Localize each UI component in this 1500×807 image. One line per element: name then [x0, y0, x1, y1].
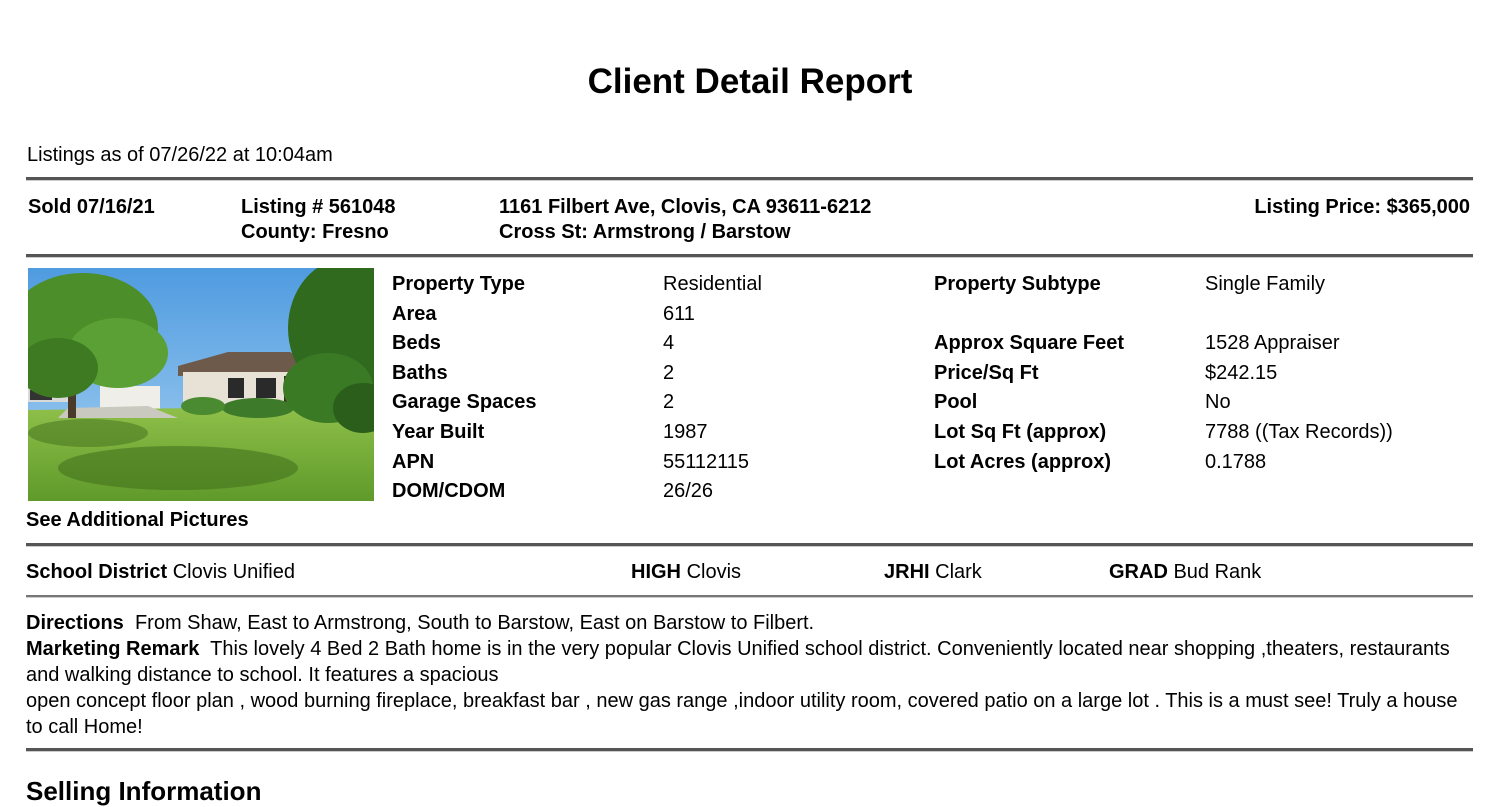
- listings-as-of: Listings as of 07/26/22 at 10:04am: [27, 144, 333, 166]
- property-detail-label: DOM/CDOM: [392, 480, 506, 503]
- grade-school-value: Bud Rank: [1173, 561, 1262, 583]
- property-detail-value: 0.1788: [1205, 450, 1267, 473]
- property-detail-value: 1987: [663, 421, 708, 443]
- property-detail-value: 7788 ((Tax Records)): [1205, 421, 1393, 443]
- divider: [26, 543, 1473, 547]
- property-detail-value: 26/26: [663, 480, 714, 503]
- property-detail-value: No: [1205, 391, 1231, 414]
- divider: [26, 595, 1473, 598]
- house-photo[interactable]: [28, 268, 374, 501]
- directions-text: From Shaw, East to Armstrong, South to Barstow, East on Barstow to Filbert.: [134, 612, 815, 634]
- junior-high-value: Clark: [935, 561, 982, 583]
- divider: [26, 177, 1473, 181]
- high-school-label: HIGH: [631, 561, 681, 583]
- property-detail-label: Garage Spaces: [392, 391, 537, 414]
- property-detail-value: $242.15: [1205, 361, 1278, 384]
- marketing-remark: [26, 636, 1466, 688]
- address: 1161 Filbert Ave, Clovis, CA 93611-6212: [499, 196, 872, 218]
- property-detail-label: APN: [392, 450, 435, 473]
- property-detail-label: Area: [392, 302, 437, 325]
- junior-high-label: JRHI: [884, 561, 930, 583]
- school-district-value: Clovis Unified: [172, 561, 295, 583]
- school-district: [26, 561, 295, 584]
- property-detail-label: Approx Square Feet: [934, 332, 1125, 355]
- property-detail-label: Pool: [934, 391, 978, 414]
- high-school: [631, 561, 741, 584]
- marketing-remark-text-1: This lovely 4 Bed 2 Bath home is in the very popular Clovis Unified school district. Conveniently located near shopping ,theaters, restaurants and walking distance to school. It features a spacious: [26, 638, 1450, 686]
- property-detail-value: 55112115: [663, 450, 750, 473]
- grade-school-label: GRAD: [1109, 561, 1168, 583]
- junior-high: [884, 561, 982, 584]
- high-school-value: Clovis: [686, 561, 742, 583]
- directions: [26, 610, 1466, 636]
- see-additional-pictures-link[interactable]: See Additional Pictures: [26, 509, 249, 531]
- property-detail-label: Price/Sq Ft: [934, 361, 1039, 384]
- property-detail-value: 1528 Appraiser: [1205, 332, 1340, 355]
- property-detail-label: Lot Sq Ft (approx): [934, 421, 1107, 443]
- divider: [26, 254, 1473, 258]
- property-detail-label: Lot Acres (approx): [934, 450, 1112, 473]
- school-district-label: School District: [26, 561, 168, 583]
- sale-status: Sold 07/16/21: [28, 196, 155, 218]
- section-heading-selling-information: Selling Information: [26, 776, 262, 806]
- property-detail-value: Single Family: [1205, 273, 1326, 295]
- property-detail-value: Residential: [663, 273, 762, 295]
- report-title: Client Detail Report: [587, 62, 913, 101]
- county: County: Fresno: [241, 221, 389, 243]
- property-detail-label: Property Subtype: [934, 273, 1101, 295]
- listing-number: Listing # 561048: [241, 196, 396, 218]
- property-detail-value: 611: [663, 302, 695, 325]
- grade-school: [1109, 561, 1261, 584]
- property-detail-label: Baths: [392, 361, 448, 384]
- property-detail-value: 2: [663, 391, 675, 414]
- directions-label: Directions: [26, 612, 124, 634]
- property-detail-label: Year Built: [392, 421, 485, 443]
- property-detail-value: 4: [663, 332, 675, 355]
- divider: [26, 748, 1473, 752]
- property-detail-label: Beds: [392, 332, 441, 355]
- cross-street: Cross St: Armstrong / Barstow: [499, 221, 791, 243]
- listing-price: Listing Price: $365,000: [1254, 196, 1470, 218]
- marketing-remark-label: Marketing Remark: [26, 638, 200, 660]
- marketing-remark-continued: open concept floor plan , wood burning fireplace, breakfast bar , new gas range ,indoor utility room, covered patio on a large lot . This is a must see! Truly a house to call Home!: [26, 690, 1458, 738]
- property-detail-label: Property Type: [392, 273, 525, 295]
- property-detail-value: 2: [663, 361, 675, 384]
